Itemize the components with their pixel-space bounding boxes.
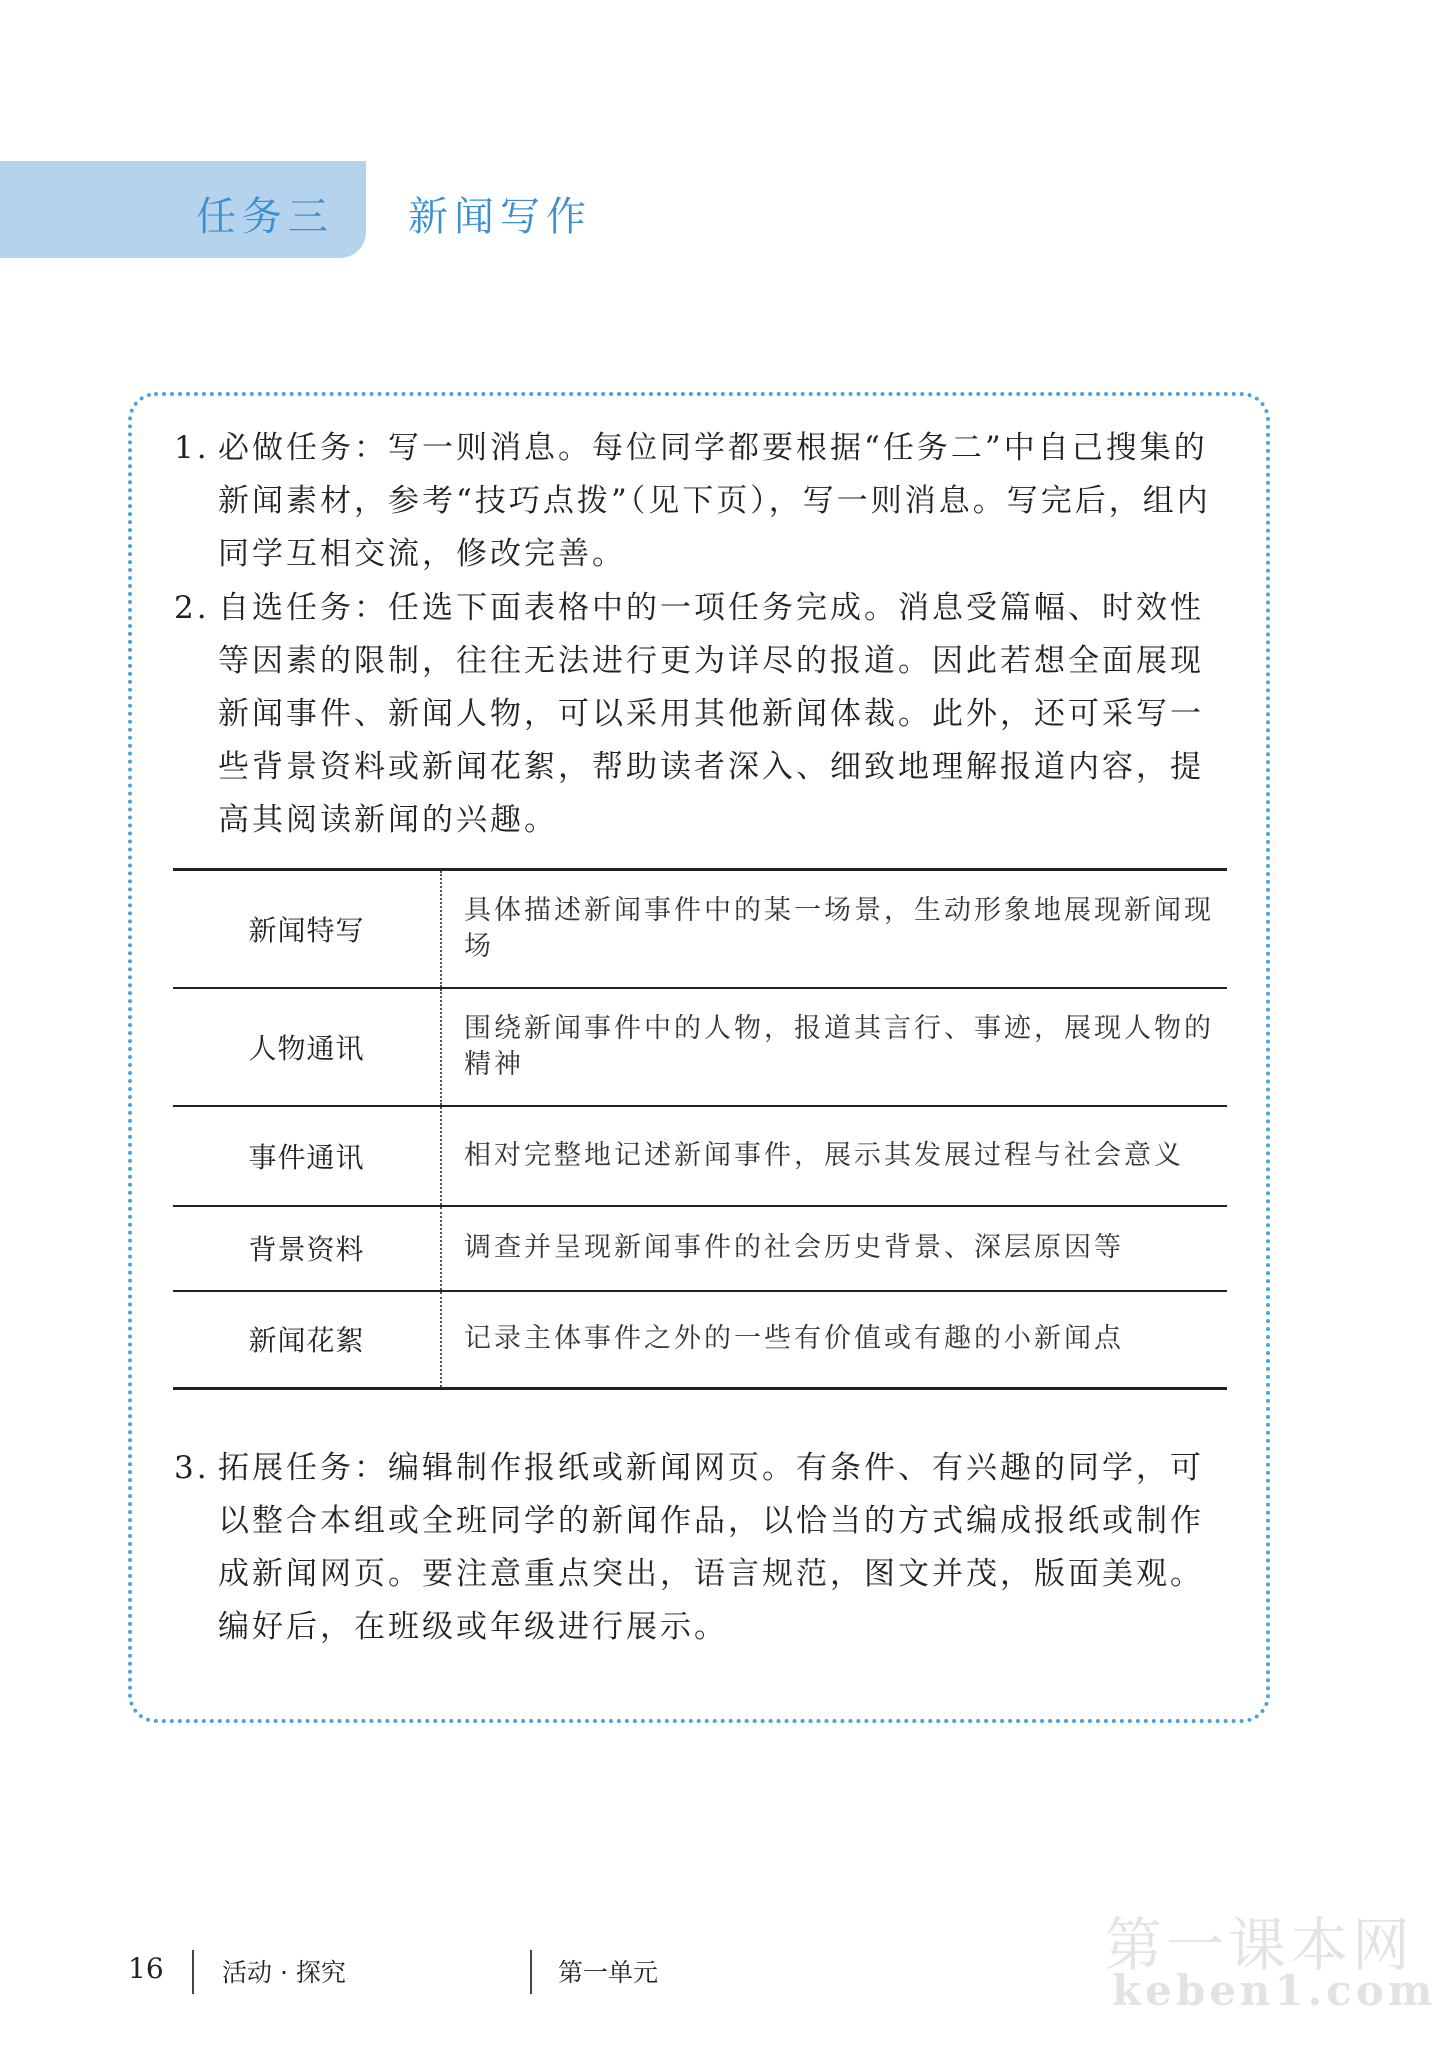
genre-description: 相对完整地记述新闻事件，展示其发展过程与社会意义 [441,1106,1227,1206]
table-row [173,1206,1227,1291]
genre-description: 具体描述新闻事件中的某一场景，生动形象地展现新闻现场 [441,870,1227,988]
watermark-en: keben1.com [1112,1966,1437,2015]
genre-name: 新闻特写 [173,870,441,988]
task-text: 拓展任务：编辑制作报纸或新闻网页。有条件、有兴趣的同学，可以整合本组或全班同学的新闻作品，以恰当的方式编成报纸或制作成新闻网页。要注意重点突出，语言规范，图文并茂，版面美观。编好后，在班级或年级进行展示。 [218,1450,1204,1645]
task-number: 2. [174,590,210,626]
page-title: 新闻写作 [408,194,592,240]
genre-name: 人物通讯 [173,988,441,1106]
task-number: 3. [174,1450,210,1486]
news-genre-table [173,868,1227,1390]
footer-divider [192,1950,194,1994]
genre-name: 事件通讯 [173,1106,441,1206]
task-label: 任务三 [196,194,334,240]
task-item-1 [174,422,1234,582]
footer-unit: 第一单元 [558,1958,659,1987]
task-number: 1. [174,430,210,466]
table-row [173,988,1227,1106]
genre-name: 背景资料 [173,1206,441,1291]
task-item-2 [174,582,1234,847]
task-item-3 [174,1442,1234,1654]
page-number: 16 [128,1952,164,1985]
genre-name: 新闻花絮 [173,1291,441,1389]
genre-description: 调查并呈现新闻事件的社会历史背景、深层原因等 [441,1206,1227,1291]
table-row [173,1291,1227,1389]
footer-divider [530,1950,532,1994]
table-row [173,870,1227,988]
genre-description: 围绕新闻事件中的人物，报道其言行、事迹，展现人物的精神 [441,988,1227,1106]
task-text: 自选任务：任选下面表格中的一项任务完成。消息受篇幅、时效性等因素的限制，往往无法进行更为详尽的报道。因此若想全面展现新闻事件、新闻人物，可以采用其他新闻体裁。此外，还可采写一些背景资料或新闻花絮，帮助读者深入、细致地理解报道内容，提高其阅读新闻的兴趣。 [218,590,1204,838]
watermark-cn: 第一课本网 [1104,1911,1415,1979]
task-text: 必做任务：写一则消息。每位同学都要根据“任务二”中自己搜集的新闻素材，参考“技巧点拨”（见下页），写一则消息。写完后，组内同学互相交流，修改完善。 [218,430,1211,572]
footer-section: 活动 · 探究 [222,1958,346,1987]
genre-description: 记录主体事件之外的一些有价值或有趣的小新闻点 [464,1323,1124,1355]
table-row [173,1106,1227,1206]
